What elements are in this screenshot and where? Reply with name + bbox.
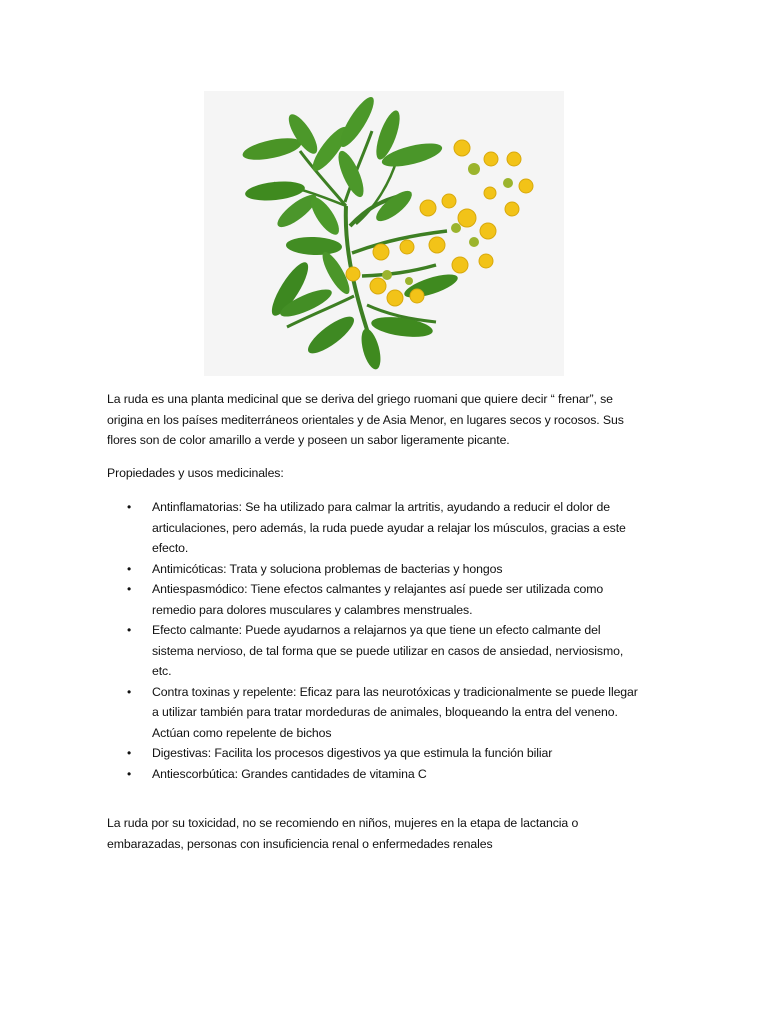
- property-line: etc.: [152, 664, 172, 678]
- bullet-icon: •: [127, 766, 132, 781]
- property-line: Digestivas: Facilita los procesos digestivos ya que estimula la función biliar: [152, 746, 553, 760]
- property-line: sistema nervioso, de tal forma que se puede utilizar en casos de ansiedad, nerviosismo,: [152, 643, 624, 658]
- property-item-calming-effect: [107, 620, 667, 682]
- intro-line: flores son de color amarillo a verde y poseen un sabor ligeramente picante.: [107, 433, 510, 447]
- property-item-digestive: [107, 743, 667, 764]
- property-item-antiscorbutic: [107, 764, 667, 785]
- rue-plant-photo: [204, 91, 564, 376]
- warning-paragraph: [107, 813, 667, 854]
- property-line: Antiespasmódico: Tiene efectos calmantes y relajantes así puede ser utilizada como: [152, 582, 604, 596]
- warning-line: embarazadas, personas con insuficiencia renal o enfermedades renales: [107, 836, 493, 851]
- bullet-icon: •: [127, 500, 132, 514]
- bullet-icon: •: [127, 623, 132, 637]
- property-line: Antinflamatorias: Se ha utilizado para calmar la artritis, ayudando a reducir el dolor de: [152, 500, 610, 514]
- intro-line: origina en los países mediterráneos orientales y de Asia Menor, en lugares secos y rocosos. Sus: [107, 412, 624, 427]
- property-line: Antimicóticas: Trata y soluciona problemas de bacterias y hongos: [152, 561, 503, 576]
- intro-paragraph: [107, 389, 667, 451]
- bullet-icon: •: [127, 746, 132, 760]
- bullet-icon: •: [127, 684, 132, 699]
- properties-title: Propiedades y usos medicinales:: [107, 466, 284, 480]
- warning-line: La ruda por su toxicidad, no se recomiendo en niños, mujeres en la etapa de lactancia o: [107, 816, 579, 830]
- property-item-antiinflammatory: [107, 497, 667, 559]
- property-line: Efecto calmante: Puede ayudarnos a relajarnos ya que tiene un efecto calmante del: [152, 623, 601, 637]
- property-line: articulaciones, pero además, la ruda puede ayudar a relajar los músculos, gracias a este: [152, 520, 626, 535]
- properties-list: [107, 497, 667, 784]
- bullet-icon: •: [127, 582, 132, 596]
- property-line: Actúan como repelente de bichos: [152, 725, 332, 740]
- intro-line: La ruda es una planta medicinal que se deriva del griego ruomani que quiere decir “ frenar”, se: [107, 392, 613, 406]
- bullet-icon: •: [127, 561, 132, 576]
- property-line: Antiescorbútica: Grandes cantidades de vitamina C: [152, 766, 427, 781]
- property-item-antifungal: [107, 559, 667, 580]
- property-line: efecto.: [152, 541, 189, 555]
- property-line: Contra toxinas y repelente: Eficaz para las neurotóxicas y tradicionalmente se puede llegar: [152, 684, 638, 699]
- property-item-toxins-repellent: [107, 682, 667, 744]
- rue-plant-illustration: [204, 91, 564, 376]
- property-item-antispasmodic: [107, 579, 667, 620]
- property-line: a utilizar también para tratar mordeduras de animales, bloqueando la entra del veneno.: [152, 705, 618, 719]
- property-line: remedio para dolores musculares y calambres menstruales.: [152, 602, 473, 617]
